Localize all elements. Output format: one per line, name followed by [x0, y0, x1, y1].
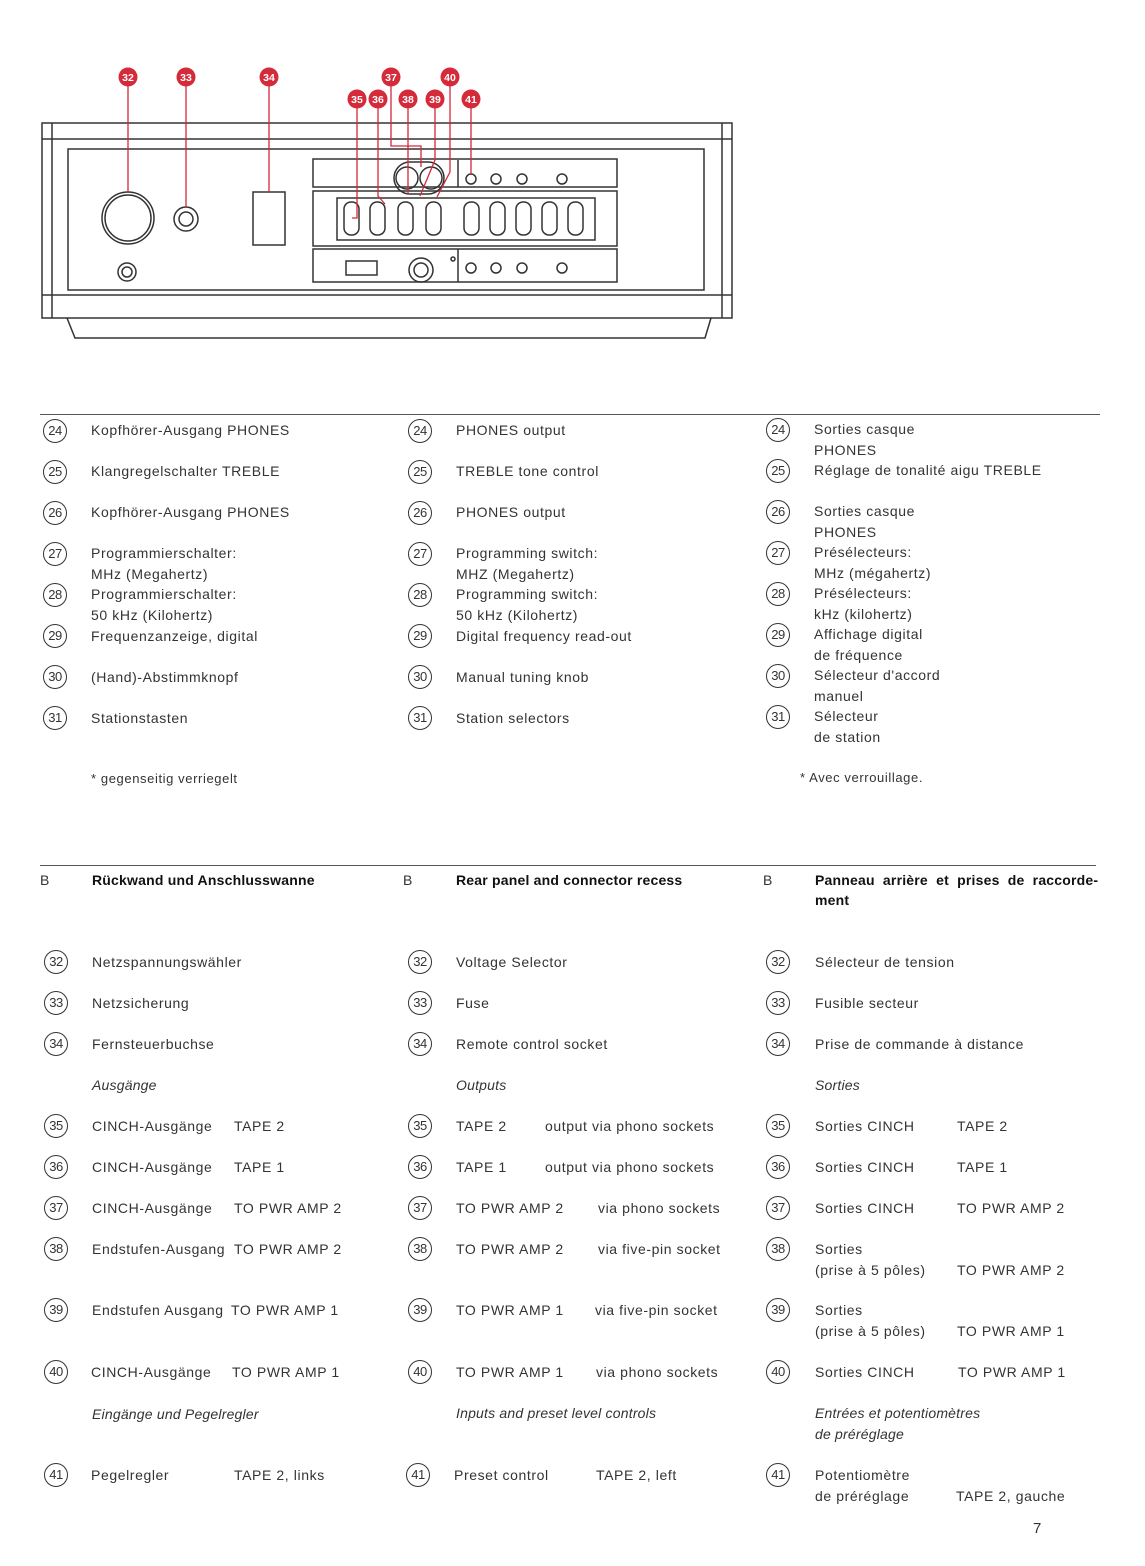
- item-number: 36: [44, 1155, 68, 1179]
- item-text-fr: Sorties CINCH: [815, 1364, 915, 1380]
- item-number: 26: [408, 501, 432, 525]
- footnote-de: * gegenseitig verriegelt: [91, 771, 238, 786]
- item-text-en: Manual tuning knob: [456, 669, 589, 685]
- item-number: 30: [408, 665, 432, 689]
- item-text-de: CINCH-Ausgänge: [92, 1200, 213, 1216]
- item-number: 29: [766, 623, 790, 647]
- item-value-en: output via phono sockets: [545, 1118, 715, 1134]
- item-number: 40: [766, 1360, 790, 1384]
- item-number: 24: [766, 418, 790, 442]
- item-value-de: TO PWR AMP 2: [234, 1241, 342, 1257]
- item-number: 31: [766, 705, 790, 729]
- item-value-de: TAPE 2, links: [234, 1467, 325, 1483]
- item-text-en: MHZ (Megahertz): [456, 566, 575, 582]
- callout-label: 40: [444, 72, 456, 84]
- subheading-inputs-fr: de préréglage: [815, 1426, 904, 1442]
- item-number: 34: [44, 1032, 68, 1056]
- item-value-fr: TO PWR AMP 2: [957, 1200, 1065, 1216]
- item-text-fr: kHz (kilohertz): [814, 606, 913, 622]
- subheading-inputs-fr: Entrées et potentiomètres: [815, 1405, 981, 1421]
- item-text-fr: Potentiomètre: [815, 1467, 910, 1483]
- callout-label: 35: [351, 94, 363, 106]
- item-number: 38: [44, 1237, 68, 1261]
- item-text-fr: Présélecteurs:: [814, 585, 912, 601]
- item-number: 34: [408, 1032, 432, 1056]
- item-number: 27: [408, 542, 432, 566]
- item-text-fr: Réglage de tonalité aigu TREBLE: [814, 462, 1042, 478]
- item-text-de: Fernsteuerbuchse: [92, 1036, 215, 1052]
- item-number: 28: [766, 582, 790, 606]
- item-number: 28: [43, 583, 67, 607]
- item-number: 33: [766, 991, 790, 1015]
- item-text-fr: Sorties: [815, 1302, 863, 1318]
- item-text-de: Frequenzanzeige, digital: [91, 628, 258, 644]
- section-letter-de: B: [40, 872, 50, 888]
- item-text-de: Klangregelschalter TREBLE: [91, 463, 281, 479]
- item-text-fr: PHONES: [814, 524, 877, 540]
- item-text-en: TO PWR AMP 1: [456, 1302, 564, 1318]
- item-number: 31: [408, 706, 432, 730]
- item-value-en: via phono sockets: [598, 1200, 721, 1216]
- item-text-fr: Sélecteur: [814, 708, 879, 724]
- item-text-de: CINCH-Ausgänge: [92, 1159, 213, 1175]
- item-text-fr: Fusible secteur: [815, 995, 919, 1011]
- item-text-en: TAPE 1: [456, 1159, 507, 1175]
- item-number: 32: [766, 950, 790, 974]
- item-text-fr: de préréglage: [815, 1488, 910, 1504]
- item-number: 39: [408, 1298, 432, 1322]
- item-text-de: Programmierschalter:: [91, 545, 237, 561]
- item-number: 34: [766, 1032, 790, 1056]
- item-number: 40: [408, 1360, 432, 1384]
- item-text-fr: (prise à 5 pôles): [815, 1262, 926, 1278]
- callout-label: 38: [402, 94, 414, 106]
- item-value-de: TAPE 1: [234, 1159, 285, 1175]
- item-text-de: Programmierschalter:: [91, 586, 237, 602]
- item-value-fr: TO PWR AMP 2: [957, 1262, 1065, 1278]
- item-text-de: Stationstasten: [91, 710, 189, 726]
- item-text-fr: de fréquence: [814, 647, 903, 663]
- item-value-en: TAPE 2, left: [596, 1467, 677, 1483]
- subheading-outputs-fr: Sorties: [815, 1077, 860, 1093]
- item-text-de: Kopfhörer-Ausgang PHONES: [91, 504, 290, 520]
- item-text-en: PHONES output: [456, 422, 566, 438]
- item-value-de: TO PWR AMP 2: [234, 1200, 342, 1216]
- item-text-de: CINCH-Ausgänge: [92, 1118, 213, 1134]
- item-text-en: Programming switch:: [456, 545, 599, 561]
- callout-label: 34: [263, 72, 275, 84]
- subheading-outputs-de: Ausgänge: [92, 1077, 157, 1093]
- section-heading-en: Rear panel and connector recess: [456, 872, 683, 888]
- item-number: 30: [766, 664, 790, 688]
- item-text-en: Preset control: [454, 1467, 549, 1483]
- item-text-fr: de station: [814, 729, 881, 745]
- item-number: 28: [408, 583, 432, 607]
- section-heading-de: Rückwand und Anschlusswanne: [92, 872, 315, 888]
- callout-label: 32: [122, 72, 134, 84]
- divider-top: [40, 414, 1100, 415]
- item-number: 24: [408, 419, 432, 443]
- item-value-fr: TAPE 1: [957, 1159, 1008, 1175]
- callout-label: 39: [429, 94, 441, 106]
- item-value-de: TO PWR AMP 1: [231, 1302, 339, 1318]
- item-text-de: 50 kHz (Kilohertz): [91, 607, 214, 623]
- item-text-de: MHz (Megahertz): [91, 566, 209, 582]
- callout-label: 36: [372, 94, 384, 106]
- item-number: 35: [766, 1114, 790, 1138]
- item-text-en: TO PWR AMP 2: [456, 1200, 564, 1216]
- item-text-fr: Prise de commande à distance: [815, 1036, 1025, 1052]
- item-text-fr: Sorties casque: [814, 421, 916, 437]
- item-number: 37: [766, 1196, 790, 1220]
- item-text-fr: MHz (mégahertz): [814, 565, 932, 581]
- item-text-fr: Sorties: [815, 1241, 863, 1257]
- item-number: 32: [408, 950, 432, 974]
- item-number: 39: [44, 1298, 68, 1322]
- item-number: 36: [408, 1155, 432, 1179]
- item-number: 36: [766, 1155, 790, 1179]
- item-number: 37: [44, 1196, 68, 1220]
- section-letter-fr: B: [763, 872, 773, 888]
- item-number: 30: [43, 665, 67, 689]
- item-text-de: CINCH-Ausgänge: [91, 1364, 212, 1380]
- item-number: 39: [766, 1298, 790, 1322]
- item-text-fr: manuel: [814, 688, 864, 704]
- item-number: 25: [766, 459, 790, 483]
- item-number: 33: [44, 991, 68, 1015]
- item-number: 41: [766, 1463, 790, 1487]
- item-number: 31: [43, 706, 67, 730]
- callout-label: 37: [385, 72, 397, 84]
- item-value-en: via phono sockets: [596, 1364, 719, 1380]
- item-text-fr: Sorties CINCH: [815, 1200, 915, 1216]
- item-number: 41: [44, 1463, 68, 1487]
- section-heading-fr: Panneau arrière et prises de raccorde-: [815, 872, 1099, 888]
- item-number: 27: [43, 542, 67, 566]
- callout-label: 33: [180, 72, 192, 84]
- section-letter-en: B: [403, 872, 413, 888]
- item-number: 35: [44, 1114, 68, 1138]
- item-text-en: PHONES output: [456, 504, 566, 520]
- item-number: 41: [406, 1463, 430, 1487]
- rear-panel-diagram: [0, 0, 1145, 400]
- item-text-en: Fuse: [456, 995, 490, 1011]
- item-value-en: via five-pin socket: [595, 1302, 718, 1318]
- item-number: 38: [408, 1237, 432, 1261]
- item-text-en: TO PWR AMP 2: [456, 1241, 564, 1257]
- item-text-en: 50 kHz (Kilohertz): [456, 607, 579, 623]
- item-text-de: Netzsicherung: [92, 995, 190, 1011]
- item-text-en: Digital frequency read-out: [456, 628, 632, 644]
- item-text-de: Pegelregler: [91, 1467, 170, 1483]
- item-number: 26: [766, 500, 790, 524]
- item-text-fr: (prise à 5 pôles): [815, 1323, 926, 1339]
- item-number: 37: [408, 1196, 432, 1220]
- item-text-fr: Sorties CINCH: [815, 1159, 915, 1175]
- item-text-en: Station selectors: [456, 710, 570, 726]
- item-text-en: Remote control socket: [456, 1036, 608, 1052]
- item-number: 25: [408, 460, 432, 484]
- item-text-fr: Présélecteurs:: [814, 544, 912, 560]
- item-number: 26: [43, 501, 67, 525]
- item-value-de: TAPE 2: [234, 1118, 285, 1134]
- page-number: 7: [1033, 1520, 1042, 1537]
- item-text-en: TREBLE tone control: [456, 463, 599, 479]
- item-text-fr: Sélecteur de tension: [815, 954, 955, 970]
- item-number: 27: [766, 541, 790, 565]
- item-number: 38: [766, 1237, 790, 1261]
- item-number: 25: [43, 460, 67, 484]
- item-value-en: via five-pin socket: [598, 1241, 721, 1257]
- divider-section-b: [40, 865, 1096, 866]
- item-value-de: TO PWR AMP 1: [232, 1364, 340, 1380]
- item-text-en: Voltage Selector: [456, 954, 568, 970]
- item-text-fr: Sorties CINCH: [815, 1118, 915, 1134]
- item-text-en: TAPE 2: [456, 1118, 507, 1134]
- item-number: 29: [43, 624, 67, 648]
- item-text-de: Endstufen Ausgang: [92, 1302, 224, 1318]
- item-value-fr: TO PWR AMP 1: [958, 1364, 1066, 1380]
- item-number: 32: [44, 950, 68, 974]
- item-text-de: Kopfhörer-Ausgang PHONES: [91, 422, 290, 438]
- item-number: 29: [408, 624, 432, 648]
- subheading-outputs-en: Outputs: [456, 1077, 507, 1093]
- item-text-en: TO PWR AMP 1: [456, 1364, 564, 1380]
- subheading-inputs-de: Eingänge und Pegelregler: [92, 1406, 259, 1422]
- subheading-inputs-en: Inputs and preset level controls: [456, 1405, 657, 1421]
- section-heading-fr: ment: [815, 892, 850, 908]
- item-text-fr: Affichage digital: [814, 626, 923, 642]
- item-number: 40: [44, 1360, 68, 1384]
- item-text-fr: Sorties casque: [814, 503, 916, 519]
- item-value-fr: TO PWR AMP 1: [957, 1323, 1065, 1339]
- footnote-fr: * Avec verrouillage.: [800, 770, 924, 785]
- item-text-en: Programming switch:: [456, 586, 599, 602]
- item-value-fr: TAPE 2: [957, 1118, 1008, 1134]
- item-number: 24: [43, 419, 67, 443]
- item-text-de: Endstufen-Ausgang: [92, 1241, 226, 1257]
- item-text-fr: PHONES: [814, 442, 877, 458]
- item-text-de: Netzspannungswähler: [92, 954, 242, 970]
- item-text-de: (Hand)-Abstimmknopf: [91, 669, 239, 685]
- item-text-fr: Sélecteur d'accord: [814, 667, 941, 683]
- item-number: 33: [408, 991, 432, 1015]
- item-value-en: output via phono sockets: [545, 1159, 715, 1175]
- item-value-fr: TAPE 2, gauche: [956, 1488, 1066, 1504]
- callout-label: 41: [465, 94, 477, 106]
- item-number: 35: [408, 1114, 432, 1138]
